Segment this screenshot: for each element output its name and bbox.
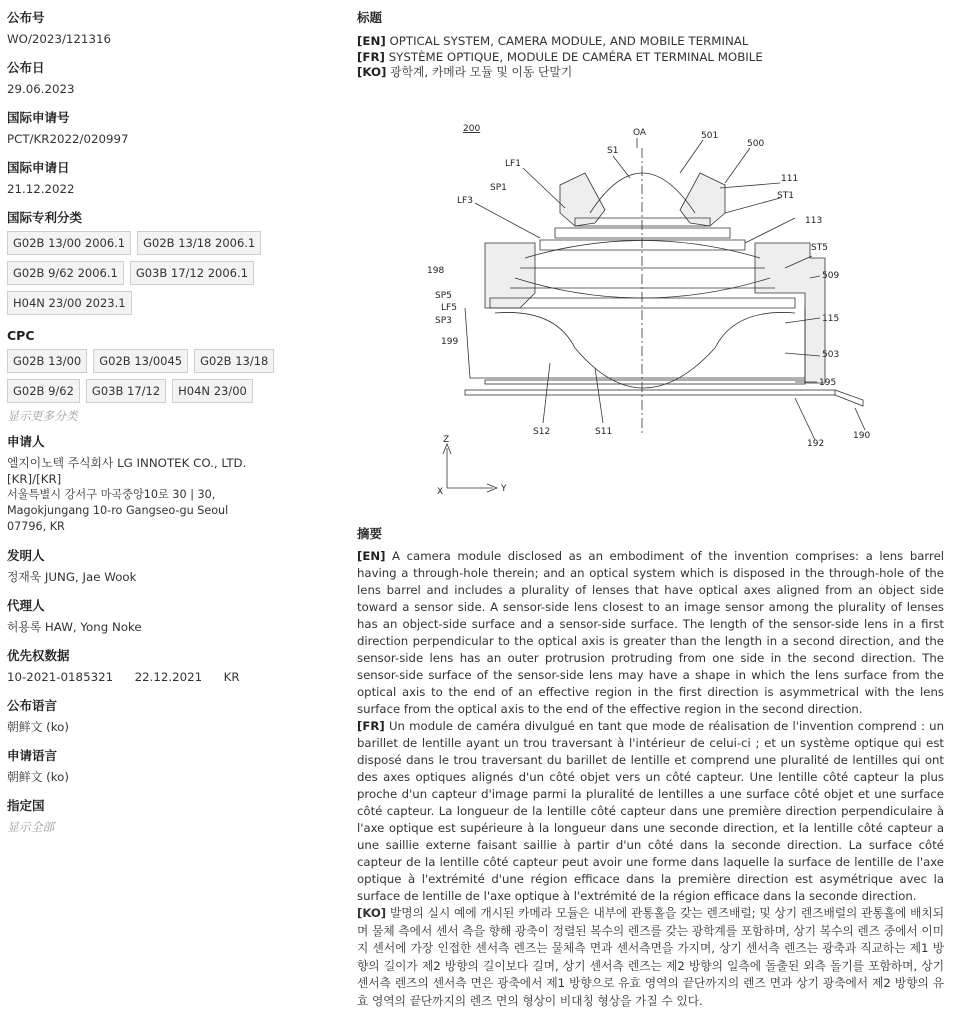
housing-outline [465, 308, 805, 378]
cpc-tag[interactable]: G02B 9/62 [7, 379, 80, 403]
cpc-tag[interactable]: G02B 13/18 [194, 349, 274, 373]
label-lf1: LF1 [505, 159, 521, 169]
section-title: 公布语言 [7, 698, 58, 713]
priority-section [7, 648, 337, 685]
leader-s1 [613, 156, 630, 178]
abstract-text: Un module de caméra divulgué en tant que mode de réalisation de l'invention comprend : un barillet de lentille ayant un trou traversant à l'intérieur de celui-ci ; et un système optique qui est disposé dans le trou traversant du barillet de lentille et comprend une pluralité de lentilles qui ont des axes optiques alignés d'un côté objet vers un côté capteur. Une lentille côté capteur la plus proche d'un capteur d'image parmi la pluralité de lentilles a une surface côté objet et une surface côté capteur. La longueur de la lentille côté capteur dans une première direction perpendiculaire à l'axe optique est supérieure à la longueur dans une seconde direction, et la lentille côté capteur a une saillie externe faisant saillie à partir d'un côté dans la seconde direction. La surface côté capteur de la lentille côté capteur peut avoir une forme dans laquelle la surface de lentille de l'axe optique à l'extrémité d'une région efficace dans la première direction est asymétrique avec la surface de lentille de l'axe optique à l'extrémité de la région efficace dans la seconde direction. [357, 719, 944, 903]
application-language-section [7, 748, 337, 785]
label-sp3: SP3 [435, 316, 452, 326]
section-title: 国际申请日 [7, 160, 70, 175]
agent-name: 허용록 HAW, Yong Noke [7, 620, 142, 634]
lens-s1 [590, 173, 695, 213]
designated-states-section [7, 798, 337, 835]
bibliographic-column [7, 10, 337, 848]
label-115: 115 [822, 314, 840, 324]
abstract-block [357, 526, 944, 1010]
leader-500 [725, 148, 750, 183]
leader-111 [720, 183, 780, 188]
label-oa: OA [633, 128, 647, 138]
show-all-link[interactable]: 显示全部 [7, 820, 55, 834]
ipc-tag[interactable]: G03B 17/12 2006.1 [130, 261, 254, 285]
abstract-ko [357, 905, 944, 1010]
priority-number: 10-2021-0185321 [7, 670, 114, 684]
sensor-plate [465, 390, 835, 395]
label-st1: ST1 [777, 191, 794, 201]
label-sp1: SP1 [490, 183, 507, 193]
section-title: CPC [7, 328, 35, 343]
lang-tag: [KO] [357, 906, 387, 920]
section-title: 公布日 [7, 60, 45, 75]
lens-curve-1 [525, 241, 760, 259]
ipc-tag-list [7, 231, 337, 315]
label-lf5: LF5 [441, 303, 457, 313]
leader-190 [855, 408, 865, 430]
inventor-section [7, 548, 337, 585]
label-198: 198 [427, 266, 445, 276]
cpc-tag[interactable]: G02B 13/0045 [93, 349, 188, 373]
agent-section [7, 598, 337, 635]
filter-plate [485, 380, 805, 384]
label-st5: ST5 [811, 243, 828, 253]
abstract-text: 발명의 실시 예에 개시된 카메라 모듈은 내부에 관통홀을 갖는 렌즈배럴; 및 상기 렌즈배럴의 관통홀에 배치되며 물체 측에서 센서 측을 향해 광축이 정렬된 복수의 렌즈를 갖는 광학계를 포함하며, 상기 복수의 렌즈 중에서 이미지 센서에 가장 인접한 센서측 렌즈는 물체측 면과 센서측면을 가지며, 상기 센서측 렌즈는 광축과 직교하는 제1 방향의 길이가 제2 방향의 길이보다 길며, 상기 센서측 렌즈는 제2 방향의 일측에 돌출된 외측 돌기를 포함하며, 상기 센서측 렌즈의 센서측 면은 광축에서 제1 방향으로 유효 영역의 끝단까지의 렌즈 면과 상기 광축에서 제2 방향의 유효 영역의 끝단까지의 렌즈 면의 형상이 비대칭 형상을 가질 수 있다. [357, 906, 944, 1008]
publication-number: WO/2023/121316 [7, 32, 111, 46]
section-title: 公布号 [7, 10, 45, 25]
title-text: OPTICAL SYSTEM, CAMERA MODULE, AND MOBILE TERMINAL [389, 34, 749, 48]
label-503: 503 [822, 350, 840, 360]
application-date-section [7, 160, 337, 197]
leader-501 [680, 140, 703, 173]
publication-date-section [7, 60, 337, 97]
abstract-en [357, 548, 944, 718]
cpc-tag[interactable]: G02B 13/00 [7, 349, 87, 373]
title-en [357, 34, 944, 50]
lens-flange-2 [555, 228, 730, 238]
axis-label-z: Z [443, 435, 450, 445]
leader-192 [795, 398, 815, 440]
applicant-address-line: 07796, KR [7, 520, 65, 533]
publication-language-section [7, 698, 337, 735]
figure-number: 200 [463, 124, 481, 134]
sensor-lens-flange [490, 298, 795, 308]
ipc-tag[interactable]: G02B 9/62 2006.1 [7, 261, 124, 285]
application-language: 朝鲜文 (ko) [7, 770, 69, 784]
label-501: 501 [701, 131, 719, 141]
leader-s12 [543, 363, 550, 423]
application-number: PCT/KR2022/020997 [7, 132, 129, 146]
section-title: 申请语言 [7, 748, 58, 763]
publication-language: 朝鲜文 (ko) [7, 720, 69, 734]
label-s11: S11 [595, 427, 613, 437]
priority-row [7, 669, 337, 685]
label-509: 509 [822, 271, 840, 281]
title-text: SYSTÈME OPTIQUE, MODULE DE CAMÉRA ET TERMINAL MOBILE [388, 49, 763, 64]
title-text: 광학계, 카메라 모듈 및 이동 단말기 [390, 65, 573, 79]
abstract-fr [357, 718, 944, 905]
cpc-tag-list [7, 349, 337, 403]
applicant-address-line: Magokjungang 10-ro Gangseo-gu Seoul [7, 504, 229, 517]
applicant-name: 엘지이노텍 주식회사 LG INNOTEK CO., LTD. [7, 456, 247, 470]
ipc-tag[interactable]: G02B 13/00 2006.1 [7, 231, 131, 255]
leader-s11 [595, 368, 603, 423]
ipc-tag[interactable]: G02B 13/18 2006.1 [137, 231, 261, 255]
leader-lf3 [475, 203, 540, 238]
application-date: 21.12.2022 [7, 182, 75, 196]
section-title: 代理人 [7, 598, 45, 613]
publication-date: 29.06.2023 [7, 82, 75, 96]
patent-drawing[interactable] [425, 118, 885, 503]
axis-label-y: Y [501, 484, 507, 494]
label-s1: S1 [607, 146, 619, 156]
lang-tag: [KO] [357, 65, 387, 79]
cpc-tag[interactable]: H04N 23/00 [172, 379, 253, 403]
title-fr [357, 50, 944, 66]
label-s12: S12 [533, 427, 551, 437]
cpc-section [7, 328, 337, 424]
label-111: 111 [781, 174, 799, 184]
label-192: 192 [807, 439, 825, 449]
section-title: 国际申请号 [7, 110, 70, 125]
substrate-edge [835, 390, 863, 406]
lang-tag: [FR] [357, 49, 385, 64]
patent-drawing-svg [425, 118, 885, 503]
section-title: 国际专利分类 [7, 210, 83, 225]
show-more-classifications-link[interactable]: 显示更多分类 [7, 409, 78, 423]
application-number-section [7, 110, 337, 147]
abstract-text: A camera module disclosed as an embodiment of the invention comprises: a lens barrel having a through-hole therein; and an optical system which is disposed in the through-hole of the lens barrel and includes a plurality of lenses that have optical axes aligned from an object side toward a sensor side. A sensor-side lens closest to an image sensor among the plurality of lenses has an object-side surface and a sensor-side surface. The length of the sensor-side lens in a first direction perpendicular to the optical axis is greater than the length in a second direction, and the sensor-side lens has an outer protrusion protruding from one side in the second direction. The sensor-side surface of the sensor-side lens may have a shape in which the lens surface from the optical axis to the end of an effective region in the first direction is asymmetrical with the lens surface from the optical axis to the end of the effective region in the second direction. [357, 549, 945, 716]
label-500: 500 [747, 139, 765, 149]
leader-lf1 [523, 168, 565, 208]
axis-label-x: X [437, 487, 444, 497]
leader-113 [745, 218, 795, 243]
label-199: 199 [441, 337, 459, 347]
applicant-address-line: 서울특별시 강서구 마곡중앙10로 30 | 30, [7, 488, 216, 501]
priority-country: KR [223, 670, 240, 684]
lens-flange-3 [540, 240, 745, 250]
applicant-country: [KR]/[KR] [7, 472, 62, 486]
applicant-section [7, 434, 337, 535]
label-190: 190 [853, 431, 871, 441]
cpc-tag[interactable]: G03B 17/12 [86, 379, 166, 403]
lang-tag: [EN] [357, 549, 386, 563]
lang-tag: [FR] [357, 719, 385, 733]
publication-number-section [7, 10, 337, 47]
label-sp5: SP5 [435, 291, 452, 301]
sensor-lens-surface [495, 312, 795, 388]
priority-date: 22.12.2021 [134, 670, 203, 684]
section-title: 指定国 [7, 798, 45, 813]
label-113: 113 [805, 216, 823, 226]
section-title: 优先权数据 [7, 648, 70, 663]
section-title: 摘要 [357, 526, 383, 541]
label-lf3: LF3 [457, 196, 473, 206]
inventor-name: 정재욱 JUNG, Jae Wook [7, 570, 137, 584]
ipc-section [7, 210, 337, 315]
leader-st1 [725, 198, 780, 213]
section-title: 发明人 [7, 548, 45, 563]
section-title: 标题 [357, 10, 383, 25]
label-195: 195 [819, 378, 837, 388]
section-title: 申请人 [7, 434, 45, 449]
lang-tag: [EN] [357, 34, 386, 48]
title-ko [357, 65, 944, 81]
ipc-tag[interactable]: H04N 23/00 2023.1 [7, 291, 132, 315]
title-block [357, 10, 944, 81]
